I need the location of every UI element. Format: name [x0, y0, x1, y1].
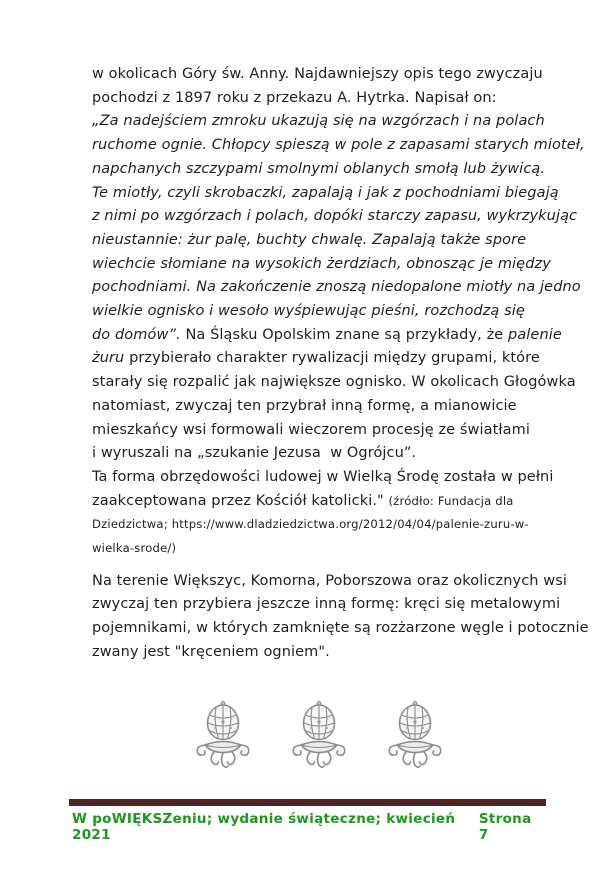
text-segment: Ta forma obrzędowości ludowej w Wielką Środę została w pełni [92, 468, 554, 485]
text-segment: nieustannie: żur palę, buchty chwalę. Zapalają także spore [92, 231, 527, 248]
text-line [92, 537, 572, 561]
text-line [92, 253, 572, 277]
article [92, 63, 589, 665]
text-line [92, 419, 572, 443]
text-segment: pochodzi z 1897 roku z przekazu A. Hytrka. Napisał on: [92, 89, 497, 106]
text-segment: natomiast, zwyczaj ten przybrał inną formę, a mianowicie [92, 397, 517, 414]
text-segment: pojemnikami, w których zamknięte są rozżarzone węgle i potocznie [92, 620, 589, 637]
text-segment: mieszkańcy wsi formowali wieczorem procesję ze światłami [92, 421, 530, 438]
text-segment: w okolicach Góry św. Anny. Najdawniejszy opis tego zwyczaju [92, 66, 543, 82]
text-line [92, 570, 572, 594]
footer-issue-label: W poWIĘKSZeniu; wydanie świąteczne; kwiecień 2021 [72, 811, 456, 843]
text-segment: wiechcie słomiane na wysokich żerdziach, obnosząc je między [92, 255, 551, 272]
text-segment: ruchome ognie. Chłopcy spieszą w pole z zapasami starych mioteł, [92, 137, 585, 154]
text-line [92, 641, 572, 665]
text-line [92, 617, 589, 641]
text-segment: palenie [508, 326, 562, 343]
footer-rule [69, 799, 546, 806]
text-segment: (źródło: Fundacja dla [388, 493, 514, 508]
text-segment: zwyczaj ten przybiera jeszcze inną formę: kręci się metalowymi [92, 596, 561, 613]
text-line [92, 466, 572, 490]
text-line [92, 347, 572, 371]
text-segment: „Za nadejściem zmroku ukazują się na wzgórzach i na polach [92, 113, 545, 130]
text-line [92, 158, 572, 182]
easter-egg-ornament-icon [193, 700, 253, 772]
text-segment: Dziedzictwa; https://www.dladziedzictwa.org/2012/04/04/palenie-zuru-w- [92, 517, 529, 532]
text-line [92, 229, 572, 253]
text-line [92, 513, 572, 537]
text-segment: wielka-srode/) [92, 541, 177, 556]
text-line [92, 182, 572, 206]
text-segment: wielkie ognisko i wesoło wyśpiewując pieśni, rozchodzą się [92, 303, 525, 320]
text-line [92, 300, 572, 324]
text-segment: Na terenie Większyc, Komorna, Poborszowa oraz okolicznych wsi [92, 572, 568, 589]
text-segment: zwany jest "kręceniem ogniem". [92, 643, 330, 660]
text-line [92, 205, 578, 229]
text-line [92, 371, 576, 395]
krecenie-ogniem-paragraph [92, 570, 589, 665]
text-segment: z nimi po wzgórzach i polach, dopóki starczy zapasu, wykrzykując [92, 208, 578, 225]
ornament-row [84, 700, 554, 772]
text-segment: do domów”. [92, 326, 181, 343]
text-segment: i wyruszali na „szukanie Jezusa w Ogrójcu”. [92, 445, 417, 462]
zwyczaj-palenia-zuru-paragraph [92, 63, 585, 561]
easter-egg-ornament-icon [289, 700, 349, 772]
text-segment: żuru [92, 350, 125, 367]
text-line [92, 276, 581, 300]
text-segment: Na Śląsku Opolskim znane są przykłady, że [180, 326, 509, 343]
text-segment: napchanych szczypami smolnymi oblanych smołą lub żywicą. [92, 160, 546, 177]
easter-egg-ornament-icon [385, 700, 445, 772]
text-line [92, 442, 572, 466]
text-segment: Te miotły, czyli skrobaczki, zapalają i jak z pochodniami biegają [92, 184, 559, 201]
text-segment: pochodniami. Na zakończenie znoszą niedopalone miotły na jedno [92, 279, 581, 296]
text-line [92, 87, 572, 111]
text-line [92, 134, 585, 158]
text-line [92, 63, 572, 87]
text-line [92, 110, 572, 134]
footer-row [72, 811, 543, 843]
text-line [92, 490, 572, 514]
text-line [92, 324, 572, 348]
text-segment: zaakceptowana przez Kościół katolicki." [92, 492, 389, 509]
text-segment: starały się rozpalić jak największe ognisko. W okolicach Głogówka [92, 374, 576, 391]
text-segment: przybierało charakter rywalizacji między grupami, które [124, 350, 540, 367]
text-line [92, 395, 572, 419]
footer-page-number: Strona 7 [478, 811, 532, 843]
text-line [92, 593, 572, 617]
